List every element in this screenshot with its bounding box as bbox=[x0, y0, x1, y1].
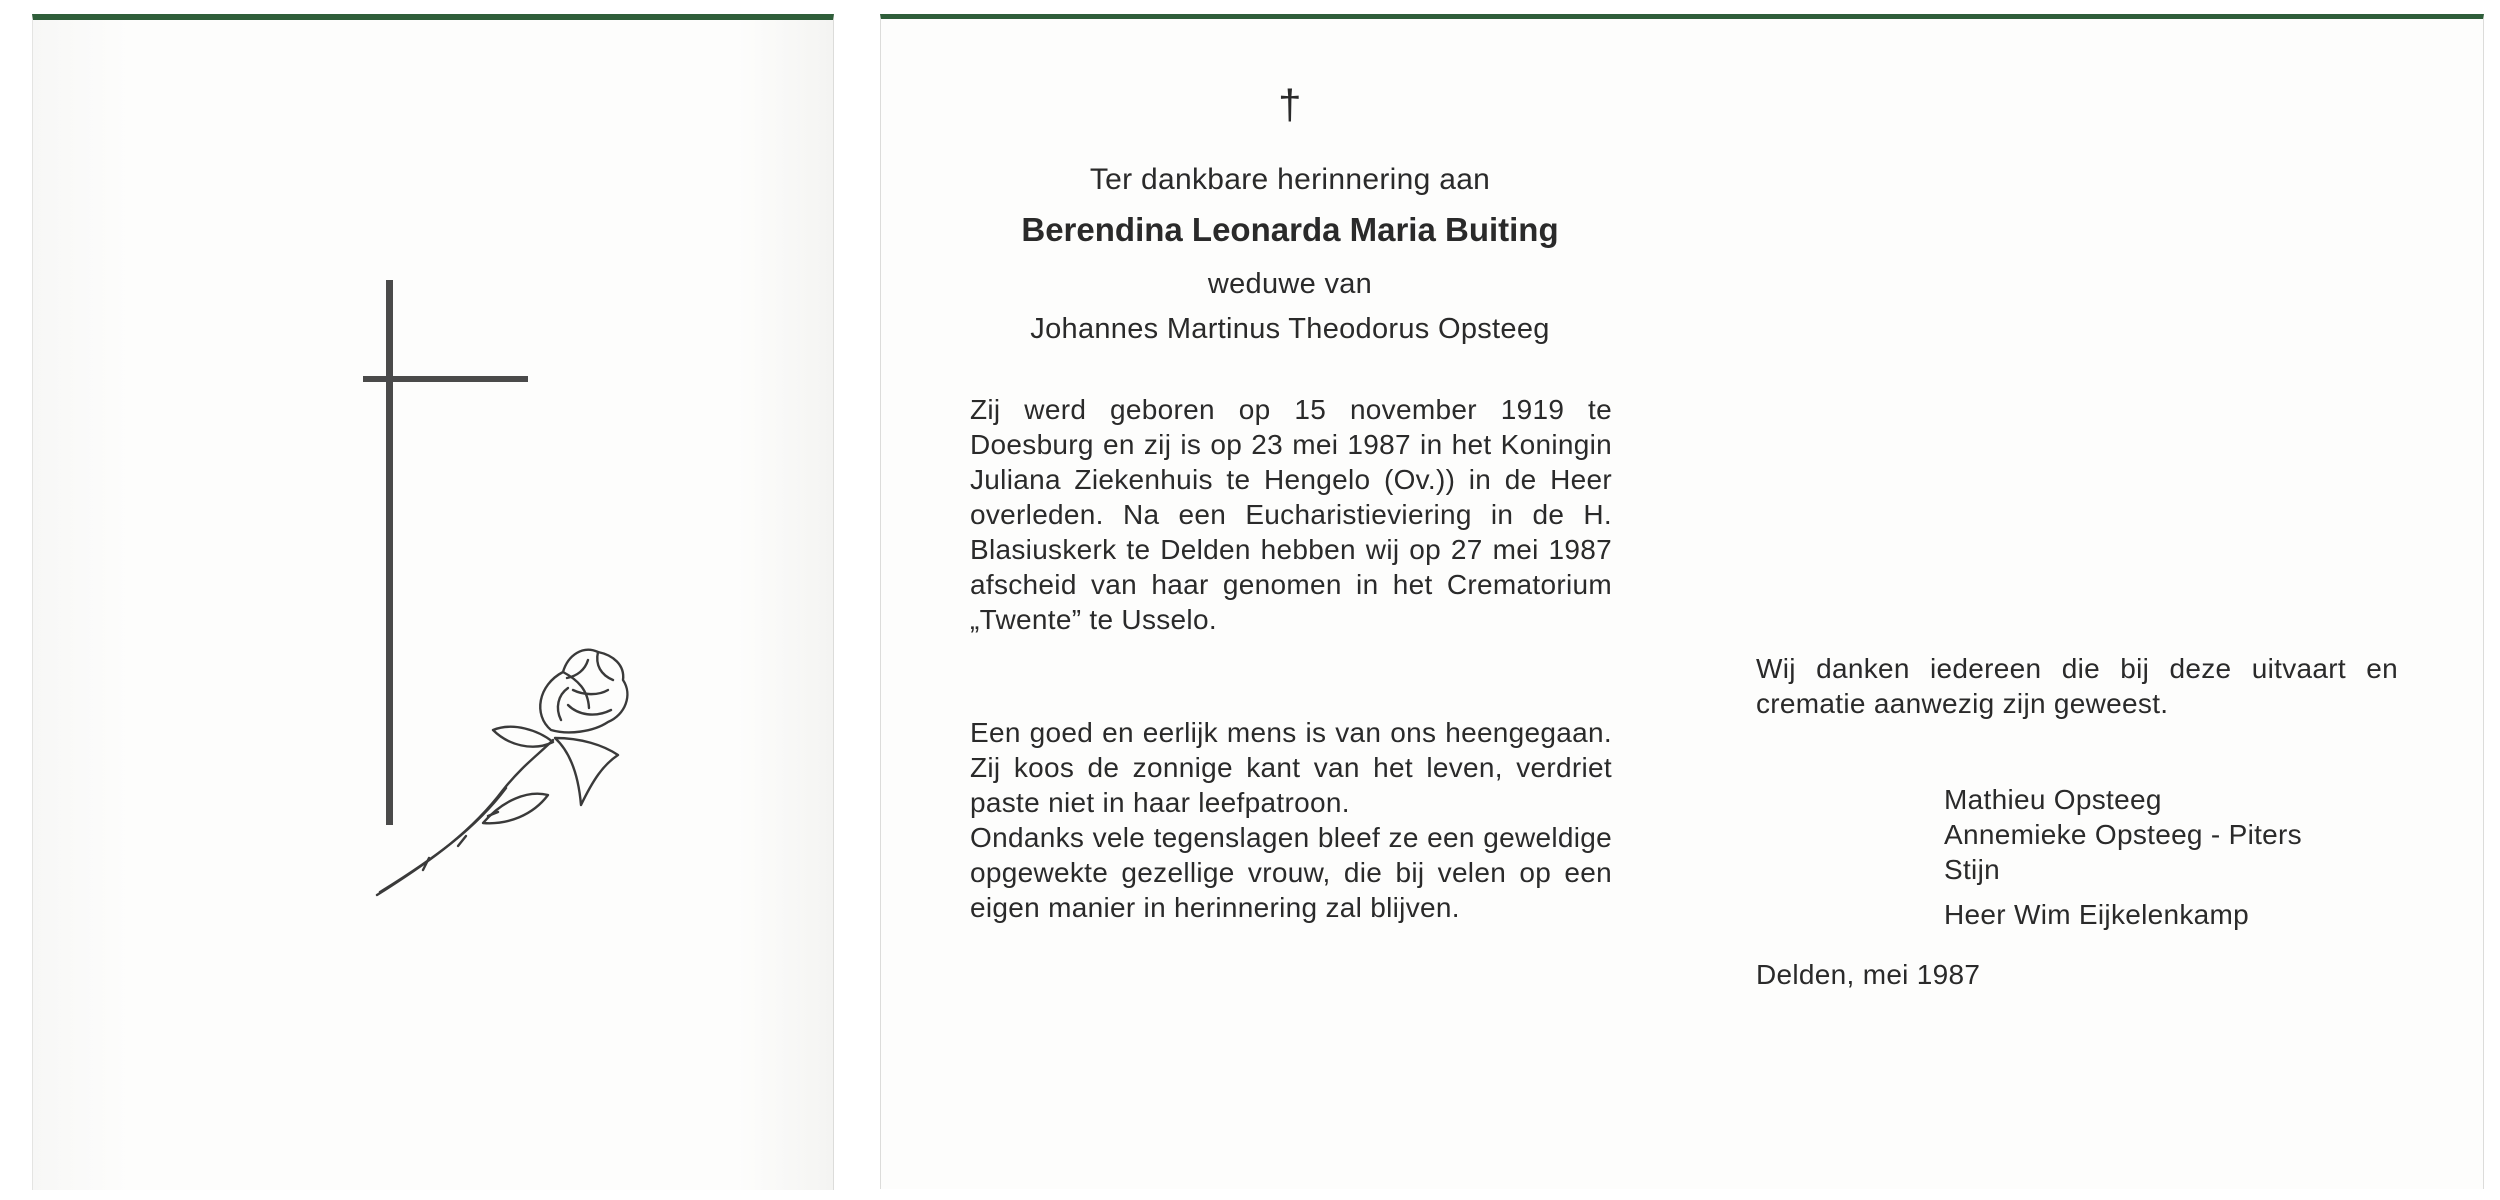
biography-text: Zij werd geboren op 15 november 1919 te Doesburg en zij is op 23 mei 1987 in het Koningin Juliana Ziekenhuis te Hengelo (Ov.)) in de Heer overleden. Na een Eucharistieviering in de H. Blasiuskerk te Delden hebben wij op 27 mei 1987 afscheid van haar genomen in het Crematorium „Twente” te Usselo. bbox=[970, 394, 1612, 635]
biography-paragraph bbox=[970, 392, 1612, 637]
rose-icon bbox=[377, 650, 627, 895]
spouse-name: Johannes Martinus Theodorus Opsteeg bbox=[1030, 313, 1550, 345]
tribute-section bbox=[970, 715, 1612, 925]
signatory: Stijn bbox=[1944, 854, 2000, 885]
signatory: Heer Wim Eijkelenkamp bbox=[1944, 899, 2250, 930]
tribute-paragraph-1: Een goed en eerlijk mens is van ons heengegaan. Zij koos de zonnige kant van het leven, verdriet paste niet in haar leefpatroon. bbox=[970, 717, 1612, 818]
cross-icon bbox=[363, 280, 528, 825]
signatory: Mathieu Opsteeg bbox=[1944, 784, 2162, 815]
cross-symbol: † bbox=[1278, 81, 1302, 128]
signatories-list bbox=[1944, 782, 2444, 932]
cross-with-rose-illustration bbox=[363, 260, 683, 910]
widow-of-line: weduwe van bbox=[1207, 268, 1373, 300]
place-and-date: Delden, mei 1987 bbox=[1756, 959, 1981, 990]
deceased-name: Berendina Leonarda Maria Buiting bbox=[1021, 211, 1559, 248]
tribute-paragraph-2: Ondanks vele tegenslagen bleef ze een geweldige opgewekte gezellige vrouw, die bij velen op een eigen manier in herinnering zal blijven. bbox=[970, 822, 1612, 923]
thanks-paragraph: Wij danken iedereen die bij deze uitvaart en crematie aanwezig zijn geweest. bbox=[1756, 653, 2398, 719]
front-card bbox=[32, 14, 834, 1190]
intro-line: Ter dankbare herinnering aan bbox=[1089, 163, 1491, 196]
signatory: Annemieke Opsteeg - Piters bbox=[1944, 819, 2302, 850]
